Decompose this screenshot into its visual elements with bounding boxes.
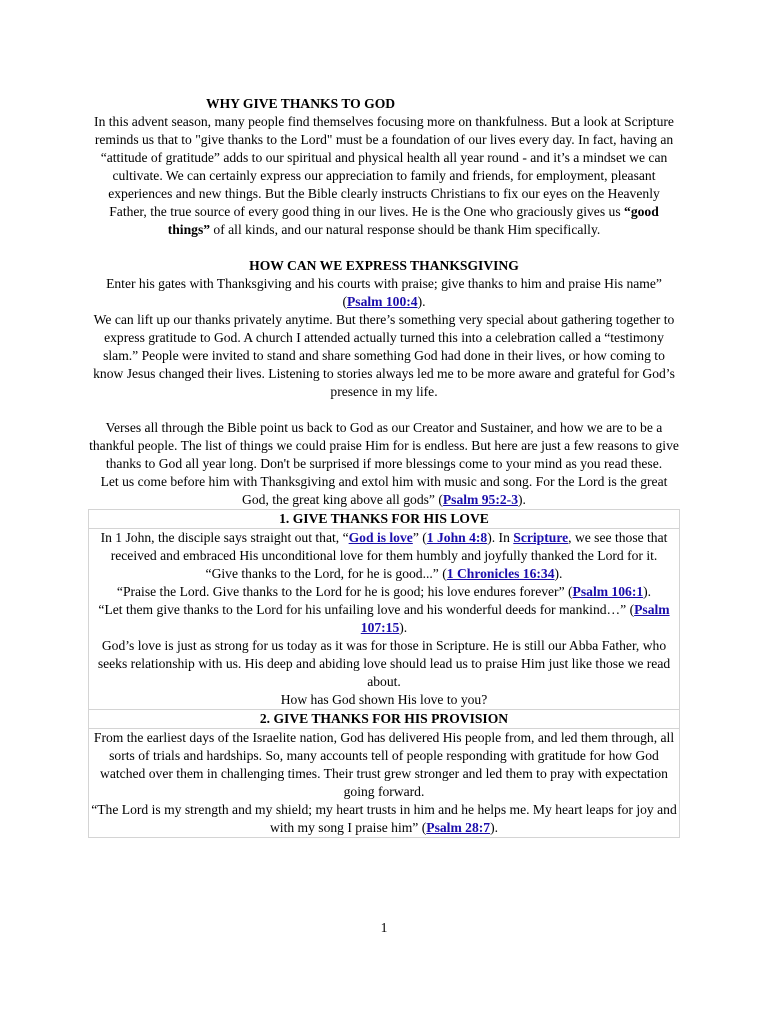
link-god-is-love[interactable]: God is love — [348, 530, 413, 545]
god-is-love-paragraph: In 1 John, the disciple says straight out that, “God is love” (1 John 4:8). In Scripture, we see those that received and embraced His unconditional love for them humbly and joyfully thanked the Lord for it. — [100, 530, 668, 563]
link-psalm-28-7[interactable]: Psalm 28:7 — [426, 820, 491, 835]
quote-psalm-106: “Praise the Lord. Give thanks to the Lord for he is good; his love endures forever” (Psalm 106:1). — [116, 584, 652, 599]
heading-love: 1. GIVE THANKS FOR HIS LOVE — [89, 510, 679, 529]
love-content — [89, 529, 679, 710]
verses-paragraph: Verses all through the Bible point us back to God as our Creator and Sustainer, and how we are to be a thankful people. The list of things we could praise Him for is endless. But here are just a few reasons to give thanks to God all year long. Don't be surprised if more blessings come to your mind as you read these. — [89, 420, 679, 471]
quote-psalm-28: “The Lord is my strength and my shield; my heart trusts in him and he helps me. My heart leaps for joy and with my song I praise him” (Psalm 28:7). — [91, 802, 677, 835]
link-scripture[interactable]: Scripture — [513, 530, 569, 545]
section-title-express: HOW CAN WE EXPRESS THANKSGIVING — [249, 258, 519, 273]
psalm-95-verse: Let us come before him with Thanksgiving and extol him with music and song. For the Lord is the great God, the great king above all gods” (Psalm 95:2-3). — [100, 474, 668, 507]
love-table — [88, 509, 680, 838]
document-page — [88, 95, 680, 838]
link-psalm-100-4[interactable]: Psalm 100:4 — [346, 294, 418, 309]
psalm-100-verse: Enter his gates with Thanksgiving and his courts with praise; give thanks to him and praise His name” (Psalm 100:4). — [106, 276, 662, 309]
quote-psalm-107: “Let them give thanks to the Lord for his unfailing love and his wonderful deeds for mankind…” (Psalm 107:15). — [98, 602, 670, 635]
link-1-chronicles-16-34[interactable]: 1 Chronicles 16:34 — [446, 566, 555, 581]
quote-1-chronicles: “Give thanks to the Lord, for he is good...” (1 Chronicles 16:34). — [205, 566, 563, 581]
abba-father-paragraph: God’s love is just as strong for us today as it was for those in Scripture. He is still our Abba Father, who seeks relationship with us. His deep and abiding love should lead us to praise Him just like those we read about. — [97, 638, 671, 689]
provision-paragraph: From the earliest days of the Israelite nation, God has delivered His people from, and led them through, all sorts of trials and hardships. So, many accounts tell of people responding with gratitude for how God watched over them in challenging times. Their trust grew stronger and led them to pray with expectation going forward. — [93, 730, 675, 799]
section-title-why: WHY GIVE THANKS TO GOD — [206, 96, 396, 111]
love-question: How has God shown His love to you? — [280, 692, 488, 707]
heading-provision: 2. GIVE THANKS FOR HIS PROVISION — [89, 710, 679, 729]
page-number: 1 — [380, 920, 388, 935]
link-psalm-95-2-3[interactable]: Psalm 95:2-3 — [442, 492, 519, 507]
testimony-paragraph: We can lift up our thanks privately anytime. But there’s something very special about gathering together to express gratitude to God. A church I attended actually turned this into a celebration called a “testimony slam.” People were invited to stand and share something God had done in their lives, or how coming to know Jesus changed their lives. Listening to stories always led me to be more aware and grateful for God’s presence in my life. — [93, 312, 675, 399]
intro-paragraph: In this advent season, many people find themselves focusing more on thankfulness. But a look at Scripture reminds us that to "give thanks to the Lord" must be a foundation of our lives every day. In fact, having an “attitude of gratitude” adds to our spiritual and physical health all year round - and it’s a mindset we can cultivate. We can certainly express our appreciation to family and friends, for employment, pleasant experiences and new things. But the Bible clearly instructs Christians to fix our eyes on the Heavenly Father, the true source of every good thing in our lives. He is the One who graciously gives us “good things” of all kinds, and our natural response should be thank Him specifically. — [94, 114, 674, 237]
link-psalm-106-1[interactable]: Psalm 106:1 — [572, 584, 644, 599]
good-things-bold: “good things” — [167, 204, 659, 237]
provision-content — [89, 729, 679, 837]
link-psalm-107-15[interactable]: Psalm 107:15 — [360, 602, 670, 635]
link-1-john-4-8[interactable]: 1 John 4:8 — [426, 530, 488, 545]
